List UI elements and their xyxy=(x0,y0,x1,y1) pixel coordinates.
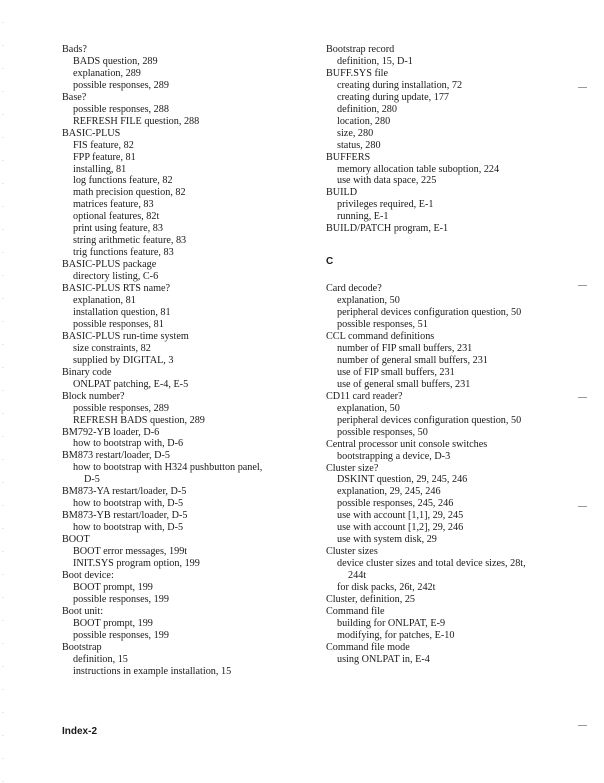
index-subentry: size constraints, 82 xyxy=(73,342,151,354)
index-subentry: modifying, for patches, E-10 xyxy=(337,629,455,641)
index-main-entry: BM873 restart/loader, D-5 xyxy=(62,450,170,462)
index-subentry: supplied by DIGITAL, 3 xyxy=(73,354,174,366)
index-main-entry: BOOT xyxy=(62,534,90,546)
index-main-entry: Bootstrap record xyxy=(326,44,395,55)
index-subentry: for disk packs, 26t, 242t xyxy=(337,582,436,594)
index-entries-c xyxy=(326,283,558,666)
index-main-entry: Central processor unit console switches xyxy=(326,438,488,450)
index-main-entry: Cluster, definition, 25 xyxy=(326,593,416,605)
index-subentry: size, 280 xyxy=(337,127,374,139)
index-subentry: privileges required, E-1 xyxy=(337,199,434,211)
index-subentry: use of general small buffers, 231 xyxy=(337,378,471,390)
index-subentry: running, E-1 xyxy=(337,211,389,223)
index-subentry: possible responses, 245, 246 xyxy=(337,498,454,510)
index-subentry: creating during update, 177 xyxy=(337,91,450,103)
index-subentry: possible responses, 199 xyxy=(73,593,169,605)
index-subentry: possible responses, 81 xyxy=(73,318,164,330)
index-subentry: BADS question, 289 xyxy=(73,55,158,67)
index-subentry: possible responses, 199 xyxy=(73,629,169,641)
index-subentry: possible responses, 289 xyxy=(73,402,169,414)
index-entry-continuation: 244t xyxy=(348,570,367,582)
index-subentry: BOOT prompt, 199 xyxy=(73,617,153,629)
index-main-entry: BASIC-PLUS package xyxy=(62,259,157,271)
index-subentry: use with data space, 225 xyxy=(337,175,437,187)
index-main-entry: Block number? xyxy=(62,390,125,402)
index-subentry: use with system disk, 29 xyxy=(337,534,437,546)
scan-edge-specks xyxy=(2,0,4,783)
index-main-entry: BUILD/PATCH program, E-1 xyxy=(326,223,449,235)
section-letter-heading: C xyxy=(326,256,334,268)
index-subentry: INIT.SYS program option, 199 xyxy=(73,557,200,569)
index-subentry: using ONLPAT in, E-4 xyxy=(337,653,430,665)
index-main-entry: CCL command definitions xyxy=(326,331,435,343)
index-subentry: print using feature, 83 xyxy=(73,223,163,235)
margin-tick xyxy=(578,397,587,398)
index-subentry: explanation, 29, 245, 246 xyxy=(337,486,441,498)
index-main-entry: BUFFERS xyxy=(326,151,371,163)
index-subentry: trig functions feature, 83 xyxy=(73,247,174,259)
index-main-entry: Binary code xyxy=(62,366,112,378)
index-main-entry: Command file xyxy=(326,605,385,617)
index-main-entry: Cluster sizes xyxy=(326,546,378,558)
index-subentry: number of general small buffers, 231 xyxy=(337,354,488,366)
page-number-footer: Index-2 xyxy=(62,726,98,737)
index-subentry: installation question, 81 xyxy=(73,306,171,318)
index-subentry: peripheral devices configuration question, 50 xyxy=(337,307,522,319)
margin-tick xyxy=(578,725,587,726)
index-main-entry: BM873-YB restart/loader, D-5 xyxy=(62,510,188,522)
index-subentry: definition, 15, D-1 xyxy=(337,55,413,67)
index-subentry: math precision question, 82 xyxy=(73,187,186,199)
index-subentry: creating during installation, 72 xyxy=(337,79,463,91)
index-column-left xyxy=(62,44,284,678)
index-subentry: installing, 81 xyxy=(73,163,127,175)
index-subentry: explanation, 50 xyxy=(337,402,400,414)
index-subentry: BOOT prompt, 199 xyxy=(73,581,153,593)
index-subentry: possible responses, 50 xyxy=(337,426,428,438)
index-main-entry: Bads? xyxy=(62,44,87,55)
index-subentry: matrices feature, 83 xyxy=(73,199,154,211)
index-subentry: building for ONLPAT, E-9 xyxy=(337,617,446,629)
index-main-entry: Card decode? xyxy=(326,283,382,295)
index-subentry: explanation, 81 xyxy=(73,295,136,307)
index-subentry: possible responses, 51 xyxy=(337,319,428,331)
index-main-entry: BASIC-PLUS run-time system xyxy=(62,330,189,342)
index-main-entry: Boot device: xyxy=(62,569,114,581)
index-main-entry: Bootstrap xyxy=(62,641,102,653)
margin-tick xyxy=(578,506,587,507)
index-subentry: DSKINT question, 29, 245, 246 xyxy=(337,474,468,486)
index-subentry: use of FIP small buffers, 231 xyxy=(337,366,455,378)
index-main-entry: Command file mode xyxy=(326,641,410,653)
index-subentry: BOOT error messages, 199t xyxy=(73,546,188,558)
index-subentry: number of FIP small buffers, 231 xyxy=(337,342,473,354)
index-subentry: FIS feature, 82 xyxy=(73,139,134,151)
margin-tick xyxy=(578,285,587,286)
index-subentry: explanation, 50 xyxy=(337,295,400,307)
index-subentry: peripheral devices configuration question, 50 xyxy=(337,414,522,426)
index-subentry: how to bootstrap with H324 pushbutton panel, xyxy=(73,462,263,474)
index-subentry: log functions feature, 82 xyxy=(73,175,173,187)
index-subentry: status, 280 xyxy=(337,139,381,151)
index-subentry: optional features, 82t xyxy=(73,211,160,223)
index-column-right xyxy=(326,44,558,666)
index-subentry: how to bootstrap with, D-5 xyxy=(73,522,184,534)
index-subentry: location, 280 xyxy=(337,115,391,127)
index-subentry: how to bootstrap with, D-5 xyxy=(73,498,184,510)
index-subentry: use with account [1,1], 29, 245 xyxy=(337,510,464,522)
index-main-entry: BM873-YA restart/loader, D-5 xyxy=(62,486,187,498)
index-subentry: string arithmetic feature, 83 xyxy=(73,235,187,247)
index-main-entry: BM792-YB loader, D-6 xyxy=(62,426,160,438)
index-entries-b-continued xyxy=(326,44,558,235)
index-subentry: possible responses, 288 xyxy=(73,103,169,115)
index-subentry: definition, 15 xyxy=(73,653,128,665)
index-subentry: REFRESH FILE question, 288 xyxy=(73,115,200,127)
index-main-entry: BUILD xyxy=(326,187,358,199)
margin-tick xyxy=(578,87,587,88)
index-main-entry: BASIC-PLUS xyxy=(62,127,121,139)
index-subentry: directory listing, C-6 xyxy=(73,271,159,283)
index-subentry: how to bootstrap with, D-6 xyxy=(73,438,184,450)
index-subentry: instructions in example installation, 15 xyxy=(73,665,232,677)
index-main-entry: Base? xyxy=(62,91,87,103)
index-subentry: memory allocation table suboption, 224 xyxy=(337,163,500,175)
index-subentry: device cluster sizes and total device sizes, 28t, xyxy=(337,558,526,570)
index-main-entry: BUFF.SYS file xyxy=(326,67,389,79)
index-subentry: use with account [1,2], 29, 246 xyxy=(337,522,464,534)
index-subentry: FPP feature, 81 xyxy=(73,151,136,163)
index-subentry: ONLPAT patching, E-4, E-5 xyxy=(73,378,189,390)
index-main-entry: Cluster size? xyxy=(326,462,379,474)
index-subentry: REFRESH BADS question, 289 xyxy=(73,414,205,426)
index-entry-continuation: D-5 xyxy=(84,474,100,486)
index-subentry: explanation, 289 xyxy=(73,67,141,79)
index-subentry: definition, 280 xyxy=(337,103,397,115)
index-main-entry: CD11 card reader? xyxy=(326,390,403,402)
index-subentry: possible responses, 289 xyxy=(73,79,169,91)
index-subentry: bootstrapping a device, D-3 xyxy=(337,450,451,462)
index-main-entry: Boot unit: xyxy=(62,605,104,617)
index-main-entry: BASIC-PLUS RTS name? xyxy=(62,283,171,295)
